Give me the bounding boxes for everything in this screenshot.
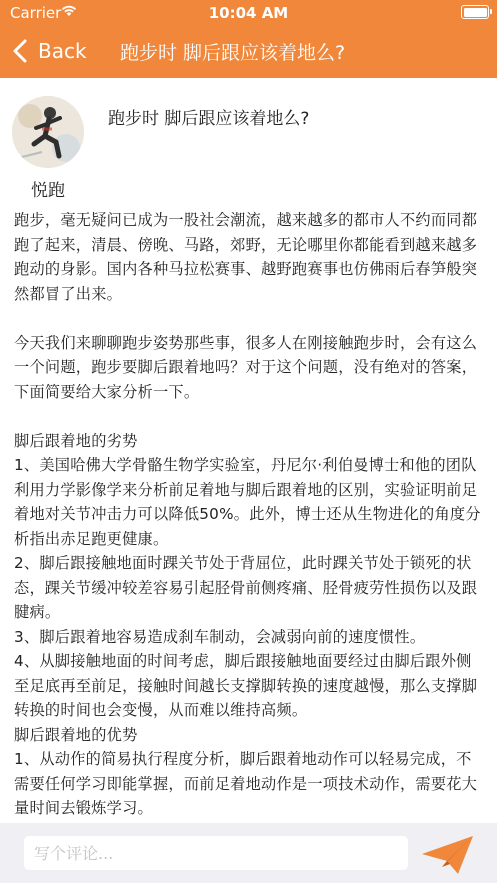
- back-label: Back: [38, 39, 87, 63]
- paragraph-spacer: [14, 404, 484, 429]
- comment-bar: [0, 823, 497, 883]
- section-heading: 脚后跟着地的优势: [14, 725, 138, 744]
- article-paragraph: 1、美国哈佛大学骨骼生物学实验室，丹尼尔·利伯曼博士和他的团队利用力学影像学来分析前足着地与脚后跟着地的区别，实验证明前足着地对关节冲击力可以降低50%。此外，博士还从生物进化的角度分析指出赤足跑更健康。: [14, 456, 481, 548]
- navigation-bar: [0, 26, 497, 78]
- carrier-label: Carrier: [10, 4, 62, 22]
- article-body: [14, 208, 484, 823]
- article-paragraph: 今天我们来聊聊跑步姿势那些事，很多人在刚接触跑步时，会有这么一个问题，跑步要脚后跟着地吗？对于这个问题，没有绝对的答案，下面简要给大家分析一下。: [14, 333, 478, 401]
- comment-input[interactable]: [24, 836, 408, 870]
- article-paragraph: 4、从脚接触地面的时间考虑，脚后跟接触地面要经过由脚后跟外侧至足底再至前足，接触时间越长支撑脚转换的速度越慢，那么支撑脚转换的时间也会变慢，从而难以维持高频。: [14, 652, 478, 719]
- status-bar: [0, 0, 497, 26]
- article-header: [0, 78, 497, 201]
- article-paragraph: 3、脚后跟着地容易造成刹车制动，会减弱向前的速度惯性。: [14, 627, 426, 646]
- runner-avatar-image: [12, 96, 84, 168]
- article-paragraph: 跑步，毫无疑问已成为一股社会潮流，越来越多的都市人不约而同都跑了起来，清晨、傍晚、马路，郊野，无论哪里你都能看到越来越多跑动的身影。国内各种马拉松赛事、越野跑赛事也仿佛雨后春笋般突然都冒了出来。: [14, 211, 478, 303]
- back-button[interactable]: [12, 36, 87, 66]
- avatar[interactable]: [12, 96, 84, 168]
- article-title: 跑步时 脚后跟应该着地么?: [108, 109, 310, 129]
- nav-title: 跑步时 脚后跟应该着地么?: [120, 42, 346, 64]
- top-bar: [0, 0, 497, 78]
- battery-icon: [461, 5, 489, 19]
- chevron-left-icon: [12, 39, 28, 63]
- section-heading: 脚后跟着地的劣势: [14, 431, 138, 450]
- article-paragraph: 2、脚后跟接触地面时踝关节处于背屈位，此时踝关节处于锁死的状态，踝关节缓冲较差容易引起胫骨前侧疼痛、胫骨疲劳性损伤以及跟腱病。: [14, 554, 478, 621]
- status-time: 10:04 AM: [208, 4, 289, 22]
- paper-plane-icon[interactable]: [420, 833, 476, 877]
- paragraph-spacer: [14, 306, 484, 331]
- article-paragraph: 1、从动作的简易执行程度分析，脚后跟着地动作可以轻易完成，不需要任何学习即能掌握，而前足着地动作是一项技术动作，需要花大量时间去锻炼学习。: [14, 750, 478, 817]
- author-name[interactable]: 悦跑: [31, 181, 65, 201]
